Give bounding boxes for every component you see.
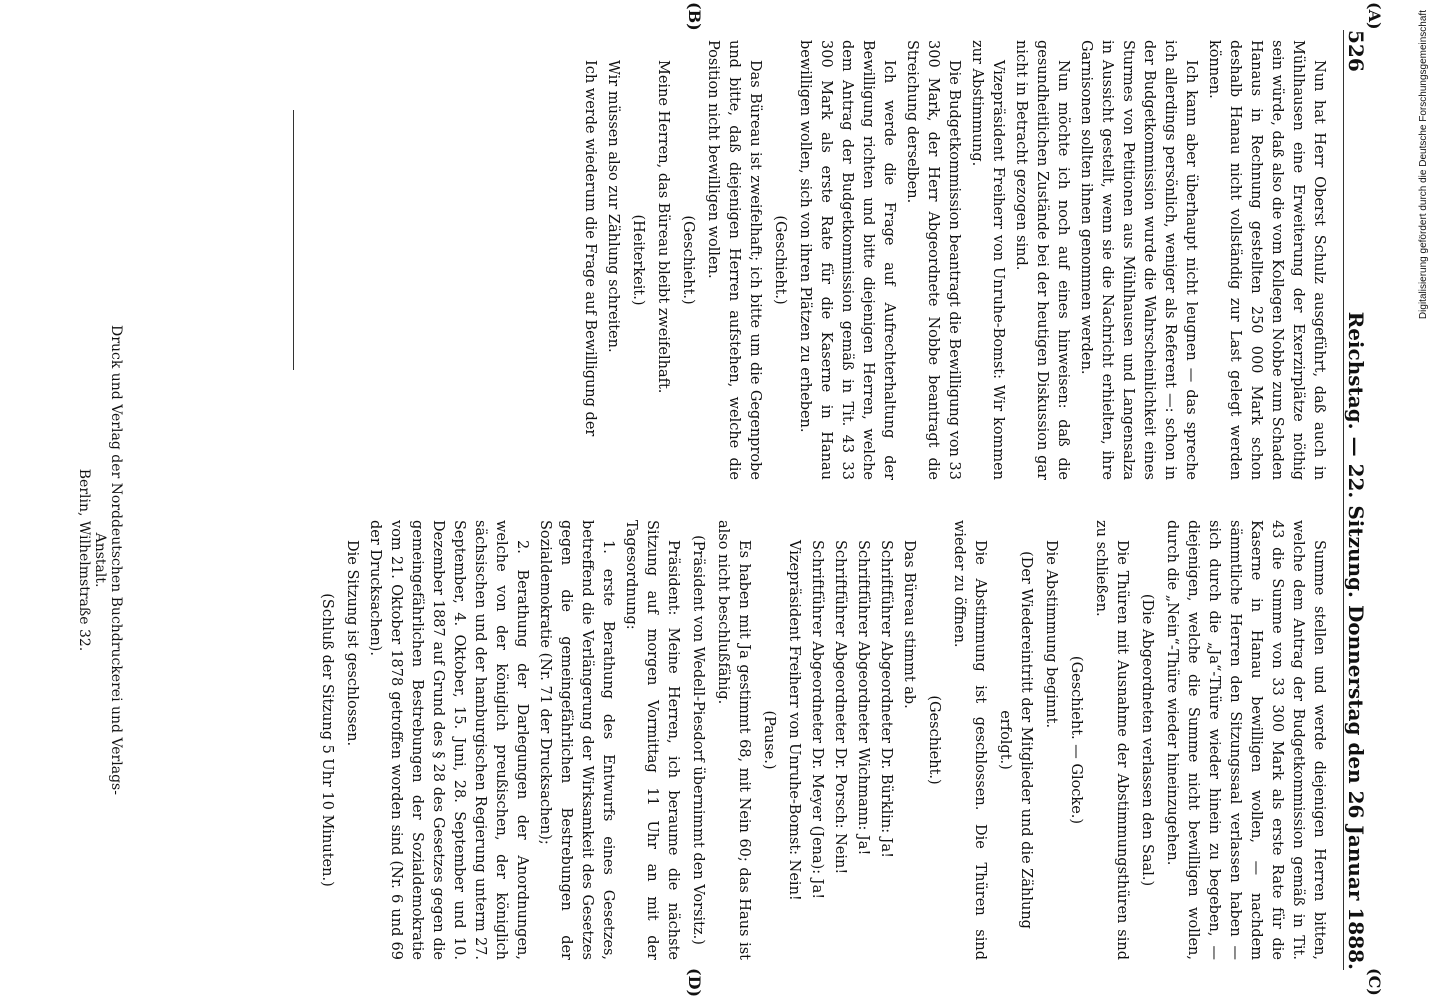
- remark: (Der Wiedereintritt der Mitglieder und die Zählung erfolgt.): [997, 551, 1034, 929]
- paragraph: Es haben mit Ja gestimmt 68, mit Nein 60; das Haus ist also nicht beschlußfähig.: [715, 520, 752, 960]
- paragraph: Ich werde die Frage auf Aufrechterhaltung der Bewilligung richten und bitte diejenigen Herren, welche dem Antrag der Budgetkommission gemäß in Tit. 43 33 300 Mark als erste Rate für die Kaserne in Hanau bewilligen wollen, sich von ihren Plätzen zu erheben.: [797, 40, 897, 480]
- paragraph: Die Sitzung ist geschlossen.: [344, 540, 360, 747]
- margin-letter-d: (D): [685, 968, 704, 998]
- remark: (Pause.): [761, 710, 777, 770]
- paragraph: Wir müssen also zur Zählung schreiten.: [605, 60, 621, 353]
- vote-line: Schriftführer Abgeordneter Dr. Meyer (Jena): Ja!: [809, 540, 825, 900]
- paragraph: Nun hat Herr Oberst Schulz ausgeführt, daß auch in Mühlhausen eine Erweiterung der Exerzirplätze nöthig sein würde, daß also die vom Kollegen Nobbe zum Schaden Hanaus in Rechnung gestellten 250 000 Mark schon deshalb Hanau nicht vollständig zur Last gelegt werden können.: [1206, 40, 1327, 480]
- digitization-note: [1418, 10, 1432, 990]
- vote-line: Schriftführer Abgeordneter Wichmann: Ja!: [855, 540, 871, 856]
- remark: (Geschieht.): [772, 215, 788, 305]
- paragraph: Die Abstimmung beginnt.: [1043, 540, 1059, 729]
- vote-line: Schriftführer Abgeordneter Dr. Bürklin: Ja!: [878, 540, 894, 858]
- digitization-text: Digitalisierung gefördert durch die Deutsche Forschungsgemeinschaft: [1418, 10, 1429, 320]
- remark: (Die Abgeordneten verlassen den Saal.): [1139, 593, 1155, 887]
- page-number: 526: [1344, 30, 1368, 72]
- paragraph: Das Büreau ist zweifelhaft; ich bitte um die Gegenprobe und bitte, daß diejenigen Herren aufstehen, welche die Position nicht bewilligen wollen.: [705, 40, 763, 480]
- closing-remark: (Schluß der Sitzung 5 Uhr 10 Minuten.): [319, 593, 335, 887]
- paragraph: Das Büreau stimmt ab.: [901, 540, 917, 709]
- margin-letter-b: (B): [685, 2, 704, 31]
- paragraph: Summe stellen und werde diejenigen Herren bitten, welche dem Antrag der Budgetkommission gemäß in Tit. 43 die Summe von 33 300 Mark als erste Rate für die Kaserne in Hanau bewilligen wollen, — nachdem sämmtliche Herren den Sitzungssaal verlassen haben — sich durch die „Ja“-Thüre wieder hinein zu begeben, — diejenigen, welche die Summe nicht bewilligen wollen, durch die „Nein“-Thüre wieder hineinzugehen.: [1164, 520, 1327, 960]
- remark: (Geschieht. — Glocke.): [1068, 655, 1084, 825]
- rotated-page-content: [24, 0, 1384, 1000]
- footer-line: Druck und Verlag der Norddeutschen Buchdruckerei und Verlags-Anstalt.: [92, 325, 124, 795]
- remark: (Geschieht.): [926, 695, 942, 785]
- footer-line: Berlin, Wilhelmstraße 32.: [76, 468, 92, 652]
- page-header: [1343, 30, 1384, 970]
- paragraph: Nun möchte ich noch auf eines hinweisen: daß die gesundheitlichen Zustände bei der heutigen Diskussion gar nicht in Betracht gezogen sind.: [1013, 40, 1071, 480]
- page-title: Reichstag. — 22. Sitzung. Donnerstag den 26 Januar 1888.: [1344, 311, 1368, 970]
- margin-letter-a: (A): [1365, 2, 1384, 30]
- paragraph: Meine Herren, das Büreau bleibt zweifelhaft.: [655, 60, 671, 394]
- left-column: [577, 40, 1329, 480]
- paragraph: Ich kann aber überhaupt nicht leugnen — das spreche ich allerdings persönlich, weniger als Referent —: schon in der Budgetkommission wurde die Wahrscheinlichkeit eines Sturmes von Petitionen aus Mühlhausen und Langensalza in Aussicht gestellt, wenn sie die Nachricht erhielten, ihre Garnisonen sollten ihnen genommen werden.: [1078, 40, 1199, 480]
- remark: (Präsident von Wedell-Piesdorf übernimmt den Vorsitz.): [690, 535, 706, 945]
- margin-letter-c: (C): [1365, 968, 1384, 996]
- printer-footer: [76, 300, 124, 820]
- remark: (Heiterkeit.): [630, 214, 646, 306]
- paragraph: Ich werde wiederum die Frage auf Bewilligung der: [582, 60, 598, 437]
- vote-line: Vizepräsident Freiherr von Unruhe-Bomst: Nein!: [786, 540, 802, 901]
- vote-line: Schriftführer Abgeordneter Dr. Porsch: Nein!: [832, 540, 848, 875]
- agenda-item: 1. erste Berathung des Entwurfs eines Gesetzes, betreffend die Verlängerung der Wirksamkeit des Gesetzes gegen die gemeingefährlichen Bestrebungen der Sozialdemokratie (Nr. 71 der Drucksachen);: [537, 520, 616, 960]
- paragraph: Die Thüren mit Ausnahme der Abstimmungsthüren sind zu schließen.: [1093, 520, 1130, 960]
- right-column: [312, 520, 1329, 960]
- paragraph: Präsident: Meine Herren, ich beraume die nächste Sitzung auf morgen Vormittag 11 Uhr an mit der Tagesordnung:: [623, 520, 681, 960]
- paragraph: Die Abstimmung ist geschlossen. Die Thüren sind wieder zu öffnen.: [951, 520, 988, 960]
- agenda-item: 2. Berathung der Darlegungen der Anordnungen, welche von der königlich preußischen, der königlich sächsischen und der hamburgischen Regierung unterm 27. September, 4. Oktober, 15. Juni, 28. September und 10. Dezember 1887 auf Grund des § 28 des Gesetzes gegen die gemeingefährlichen Bestrebungen der Sozialdemokratie vom 21. Oktober 1878 getroffen worden sind (Nr. 6 und 69 der Drucksachen).: [367, 520, 530, 960]
- remark: (Geschieht.): [680, 215, 696, 305]
- speaker-line: Vizepräsident Freiherr von Unruhe-Bomst: Wir kommen zur Abstimmung.: [969, 40, 1006, 480]
- paragraph: Die Budgetkommission beantragt die Bewilligung von 33 300 Mark, der Herr Abgeordnete Nobbe beantragt die Streichung derselben.: [904, 40, 962, 480]
- divider-line: [293, 110, 294, 370]
